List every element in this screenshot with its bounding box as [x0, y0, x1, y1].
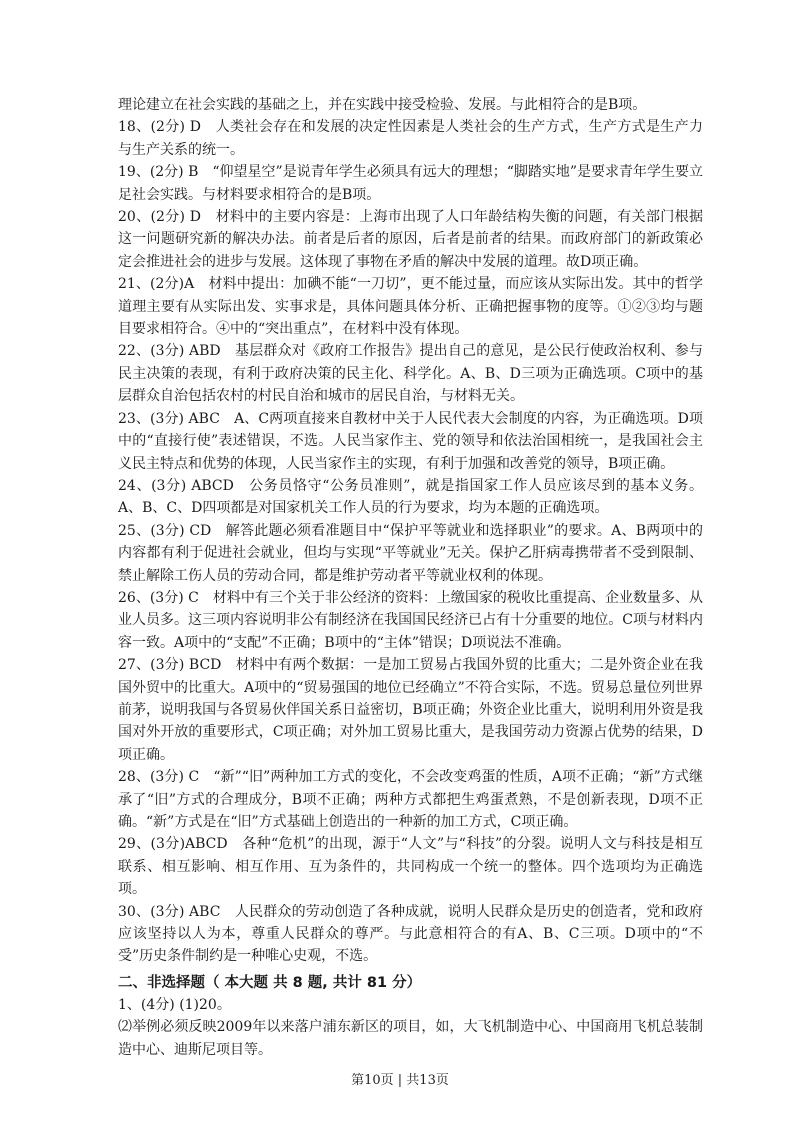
answer-paragraph-28: 28、(3分) C “新”“旧”两种加工方式的变化，不会改变鸡蛋的性质，A项不正确；“新”方式继承了“旧”方式的合理成分，B项不正确；两种方式都把生鸡蛋煮熟，不是创新表现，D项不正确。“新”方式是在“旧”方式基础上创造出的一种新的加工方式，C项正确。 — [118, 769, 703, 830]
answer-paragraph-18: 18、(2分) D 人类社会存在和发展的决定性因素是人类社会的生产方式，生产方式是生产力与生产关系的统一。 — [118, 119, 703, 158]
page-footer: 第10页 | 共13页 — [351, 1073, 449, 1088]
answer-paragraph-continuation: 理论建立在社会实践的基础之上，并在实践中接受检验、发展。与此相符合的是B项。 — [118, 97, 647, 113]
answer-paragraph-30: 30、(3分) ABC 人民群众的劳动创造了各种成就，说明人民群众是历史的创造者，党和政府应该坚持以人为本，尊重人民群众的尊严。与此意相符合的有A、B、C三项。D项中的“不受”历史条件制约是一种唯心史观，不选。 — [118, 903, 703, 965]
answer-paragraph-20: 20、(2分) D 材料中的主要内容是：上海市出现了人口年龄结构失衡的问题，有关部门根据这一问题研究新的解决办法。前者是后者的原因，后者是前者的结果。而政府部门的新政策必定会推进社会的进步与发展。这体现了事物在矛盾的解决中发展的道理。故D项正确。 — [118, 209, 703, 270]
answer-paragraph-25: 25、(3分) CD 解答此题必须看准题目中“保护平等就业和选择职业”的要求。A、B两项中的内容都有利于促进社会就业，但均与实现“平等就业”无关。保护乙肝病毒携带者不受到限制、禁止解除工伤人员的劳动合同，都是维护劳动者平等就业权利的体现。 — [118, 522, 703, 584]
answer-paragraph-19: 19、(2分) B “仰望星空”是说青年学生必须具有远大的理想；“脚踏实地”是要求青年学生要立足社会实践。与材料要求相符合的是B项。 — [118, 164, 704, 203]
answer-paragraph-22: 22、(3分) ABD 基层群众对《政府工作报告》提出自己的意见，是公民行使政治权利、参与民主决策的表现，有利于政府决策的民主化、科学化。A、B、D三项为正确选项。C项中的基层群众自治包括农村的村民自治和城市的居民自治，与材料无关。 — [118, 343, 703, 405]
answer-item-1-part-2: ⑵举例必须反映2009年以来落户浦东新区的项目，如，大飞机制造中心、中国商用飞机总装制造中心、迪斯尼项目等。 — [118, 1019, 703, 1058]
page-content — [118, 94, 703, 1061]
answer-paragraph-23: 23、(3分) ABC A、C两项直接来自教材中关于人民代表大会制度的内容，为正确选项。D项中的“直接行使”表述错误，不选。人民当家作主、党的领导和依法治国相统一，是我国社会主义民主特点和优势的体现，人民当家作主的实现，有利于加强和改善党的领导，B项正确。 — [118, 410, 703, 472]
section-heading: 二、非选择题（ 本大题 共 8 题, 共计 81 分） — [118, 974, 422, 991]
answer-paragraph-27: 27、(3分) BCD 材料中有两个数据：一是加工贸易占我国外贸的比重大；二是外资企业在我国外贸中的比重大。A项中的“贸易强国的地位已经确立”不符合实际，不选。贸易总量位列世界前茅，说明我国与各贸易伙伴国关系日益密切，B项正确；外资企业比重大，说明利用外资是我国对外开放的重要形式，C项正确；对外加工贸易比重大，是我国劳动力资源占优势的结果，D项正确。 — [118, 657, 703, 763]
answer-paragraph-21: 21、(2分)A 材料中提出：加碘不能“一刀切”，更不能过量，而应该从实际出发。其中的哲学道理主要有从实际出发、实事求是，具体问题具体分析、正确把握事物的度等。①②③均与题目要求相符合。④中的“突出重点”，在材料中没有体现。 — [118, 276, 703, 338]
answer-paragraph-24: 24、(3分) ABCD 公务员恪守“公务员准则”，就是指国家工作人员应该尽到的基本义务。A、B、C、D四项都是对国家机关工作人员的行为要求，均为本题的正确选项。 — [118, 477, 703, 517]
answer-paragraph-26: 26、(3分) C 材料中有三个关于非公经济的资料：上缴国家的税收比重提高、企业数量多、从业人员多。这三项内容说明非公有制经济在我国国民经济已占有十分重要的地位。C项与材料内容一致。A项中的“支配”不正确；B项中的“主体”错误；D项说法不准确。 — [118, 589, 703, 651]
answer-item-1-part-1: 1、(4分) (1)20。 — [118, 996, 231, 1013]
answer-paragraph-29: 29、(3分)ABCD 各种“危机”的出现，源于“人文”与“科技”的分裂。说明人文与科技是相互联系、相互影响、相互作用、互为条件的，共同构成一个统一的整体。四个选项均为正确选项。 — [118, 836, 703, 898]
